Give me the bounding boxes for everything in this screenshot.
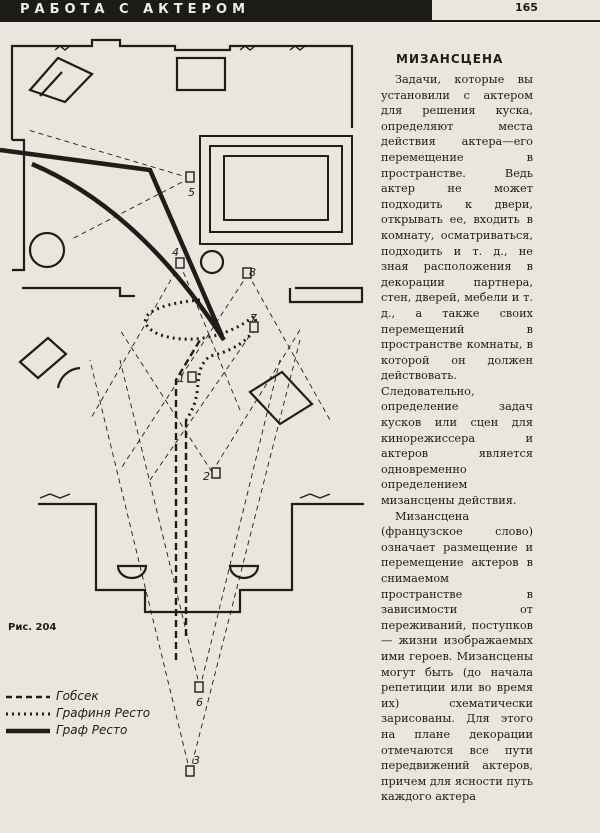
left-wall — [12, 140, 24, 270]
floor-plan-diagram — [0, 24, 378, 804]
door-arc — [58, 368, 80, 388]
camera-label: 4 — [172, 246, 179, 259]
section-title: МИЗАНСЦЕНА — [396, 52, 504, 66]
header-divider — [430, 0, 432, 22]
camera-icon — [212, 468, 220, 478]
actor-paths — [0, 150, 256, 660]
camera-icon — [188, 372, 196, 382]
sofa — [30, 58, 92, 102]
camera-icon — [176, 258, 184, 268]
lower-left-lamp — [118, 566, 146, 578]
mid-wall-left — [22, 288, 135, 296]
camera-icon — [186, 766, 194, 776]
solid-line-swatch — [6, 726, 50, 736]
camera-label: 2 — [203, 470, 210, 483]
lower-right-lamp — [230, 566, 258, 578]
camera-label: 1 — [178, 372, 185, 385]
page-number: 165 — [515, 1, 538, 14]
small-table — [201, 251, 223, 273]
armchair — [20, 338, 66, 378]
fireplace — [177, 58, 225, 90]
bed — [200, 136, 352, 244]
camera-icon — [186, 172, 194, 182]
paragraph: Задачи, которые вы установили с актером для решения куска, определяют места действия актера—его перемещение в пространстве. Ведь актер не может подходить к двери, открывать ее, входить в комнату, осматриваться, подходить и т. д., не зная расположения в декорации партнера, стен, дверей, мебели и т. д., а также своих перемещений в пространстве комнаты, в которой он должен действовать. Следовательно, определение задач кусков или сцен для кинорежиссера и актеров является одновременно определением мизансцены действия. — [381, 73, 533, 508]
header-bar — [0, 0, 430, 22]
camera-label: 7 — [250, 312, 257, 325]
lower-wave-left — [40, 494, 70, 498]
camera-label: 5 — [188, 186, 195, 199]
figure-caption: Рис. 204 — [8, 622, 57, 633]
body-text — [381, 72, 533, 805]
mid-wall-right — [290, 288, 362, 302]
camera-label: 3 — [193, 754, 200, 767]
camera-icon — [195, 682, 203, 692]
camera-label: 6 — [196, 696, 203, 709]
legend-label: Гобсек — [56, 689, 99, 703]
dashed-line-swatch — [6, 692, 50, 702]
camera-label: 8 — [249, 266, 256, 279]
header-rule — [430, 20, 600, 22]
lower-wave-right — [300, 494, 330, 498]
lower-set-outline — [38, 504, 364, 612]
walls — [12, 40, 362, 388]
legend-label: Графиня Ресто — [56, 706, 151, 720]
lower-set-walls — [38, 372, 364, 612]
round-table — [30, 233, 64, 267]
stairs-box — [250, 372, 312, 424]
camera-sightlines — [28, 130, 330, 772]
dotted-line-swatch — [6, 709, 50, 719]
legend-label: Граф Ресто — [56, 723, 128, 737]
paragraph: Мизансцена (французское слово) означает размещение и перемещение актеров в снимаемом пространстве в зависимости от переживаний, поступков — жизни изображаемых ими героев. Мизансцены могут быть (до начала репетиции или во время их) схематически зарисованы. Для этого на плане декорации отмечаются все пути передвижений актеров, причем для ясности путь каждого актера — [381, 509, 533, 804]
path-grafinya-resto — [145, 300, 255, 420]
running-head: РАБОТА С АКТЕРОМ — [20, 2, 251, 17]
